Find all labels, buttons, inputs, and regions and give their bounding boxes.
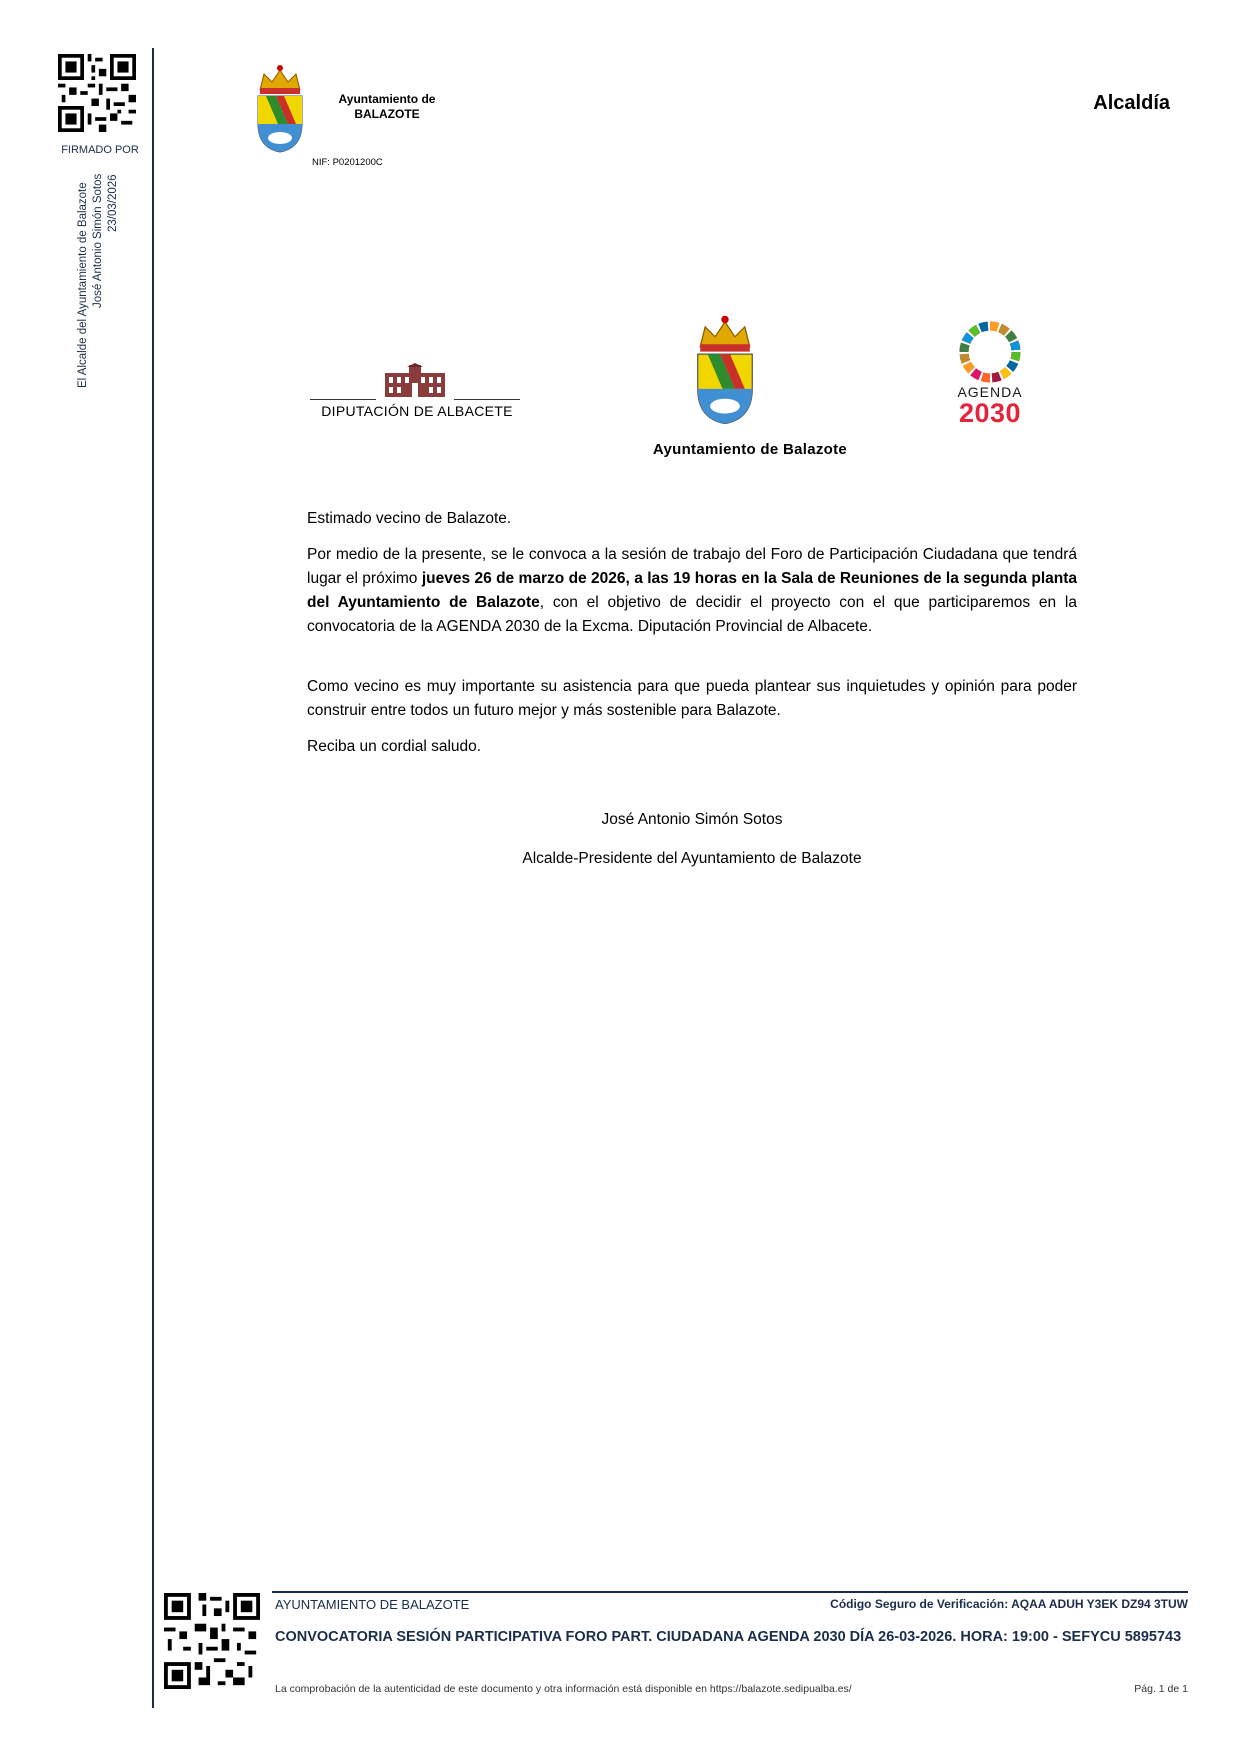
signer-role: El Alcalde del Ayuntamiento de Balazote xyxy=(77,182,89,388)
page-number: Pág. 1 de 1 xyxy=(1134,1683,1188,1695)
left-divider xyxy=(152,48,154,1708)
department-title: Alcaldía xyxy=(1093,92,1170,114)
diputacion-label: DIPUTACIÓN DE ALBACETE xyxy=(321,403,513,419)
balazote-coat-of-arms-icon xyxy=(690,312,760,426)
footer-org: AYUNTAMIENTO DE BALAZOTE xyxy=(275,1597,470,1612)
letter-paragraph-1 xyxy=(307,543,1077,639)
footer-divider xyxy=(272,1591,1188,1593)
signature-qr-code[interactable] xyxy=(58,54,136,132)
nif-number: NIF: P0201200C xyxy=(312,157,383,168)
diputacion-building-icon xyxy=(383,363,447,397)
header-org-line1: Ayuntamiento de xyxy=(338,92,436,106)
signature-title: Alcalde-Presidente del Ayuntamiento de Balazote xyxy=(522,850,862,867)
letter-paragraph-2: Como vecino es muy importante su asistencia para que pueda plantear sus inquietudes y opinión para poder construir entre todos un futuro mejor y más sostenible para Balazote. xyxy=(307,678,1077,719)
verification-code: Código Seguro de Verificación: AQAA ADUH Y3EK DZ94 3TUW xyxy=(830,1597,1188,1611)
ayuntamiento-label: Ayuntamiento de Balazote xyxy=(652,441,848,458)
diputacion-line-right xyxy=(454,399,520,400)
signature-date: 23/03/2026 xyxy=(107,174,119,232)
document-subject: CONVOCATORIA SESIÓN PARTICIPATIVA FORO PART. CIUDADANA AGENDA 2030 DÍA 26-03-2026. HORA: 19:00 - SEFYCU 5895743 xyxy=(275,1629,1182,1645)
agenda-2030-wheel-icon xyxy=(958,320,1022,384)
header-org-line2: BALAZOTE xyxy=(354,107,420,121)
header-org-name xyxy=(322,92,452,122)
verification-qr-code[interactable] xyxy=(164,1593,260,1689)
coat-of-arms-icon xyxy=(252,62,308,154)
signed-by-label: FIRMADO POR xyxy=(61,144,139,156)
agenda-word: AGENDA xyxy=(957,384,1023,400)
signature-name: José Antonio Simón Sotos xyxy=(601,811,783,828)
p1-meeting-details: jueves 26 de marzo de 2026, a las 19 horas en la Sala de Reuniones de la segunda planta del Ayuntamiento de Balazote xyxy=(307,570,1077,611)
p1-text-end: , con el objetivo de decidir el proyecto con el que participaremos en la convocatoria de la AGENDA 2030 de la Excma. Diputación Provincial de Albacete. xyxy=(307,594,1077,635)
diputacion-line-left xyxy=(310,399,376,400)
agenda-year: 2030 xyxy=(958,398,1022,428)
letter-greeting: Estimado vecino de Balazote. xyxy=(307,510,512,527)
signer-name: José Antonio Simón Sotos xyxy=(92,173,104,308)
authenticity-note: La comprobación de la autenticidad de este documento y otra información está disponible en https://balazote.sedipualba.es/ xyxy=(275,1683,852,1695)
p1-text-start: Por medio de la presente, se le convoca a la sesión de trabajo del Foro de Participación Ciudadana que tendrá lugar el próximo xyxy=(307,546,1077,587)
letter-closing: Reciba un cordial saludo. xyxy=(307,738,482,755)
